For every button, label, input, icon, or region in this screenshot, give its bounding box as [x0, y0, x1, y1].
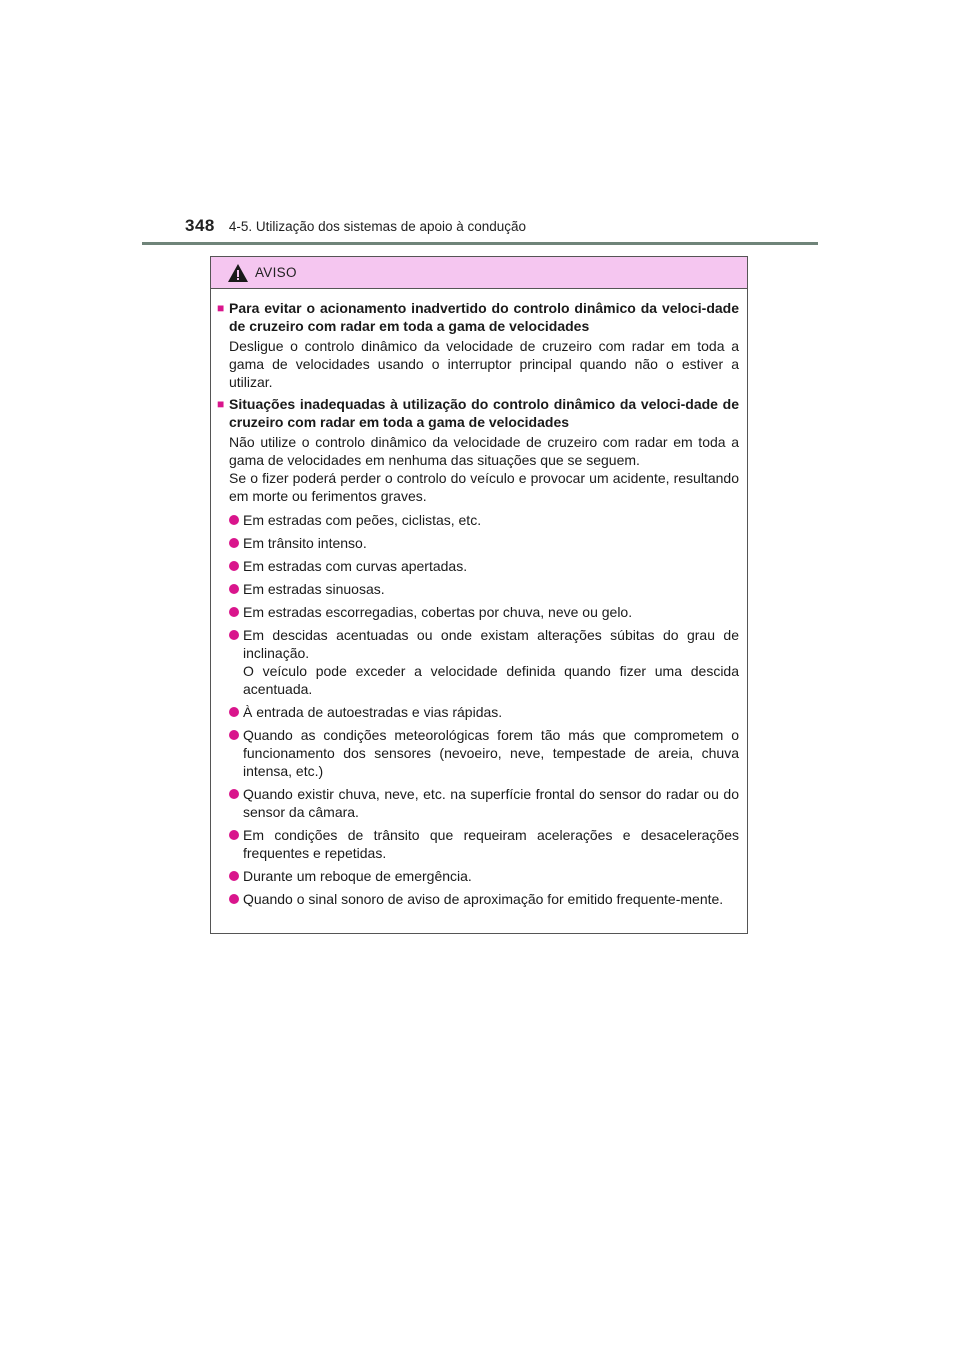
- list-item-text: Em estradas sinuosas.: [243, 581, 385, 597]
- warning-body: [211, 289, 747, 908]
- list-item: [229, 890, 739, 908]
- warning-box: [210, 256, 748, 934]
- list-item-text: Em estradas com curvas apertadas.: [243, 558, 468, 574]
- section-paragraph: Não utilize o controlo dinâmico da velocidade de cruzeiro com radar em toda a gama de velocidades em nenhuma das situações que se seguem.: [229, 434, 739, 468]
- warning-triangle-icon: [227, 263, 249, 283]
- square-bullet-icon: ■: [217, 301, 225, 315]
- list-item: [229, 726, 739, 780]
- list-item-text: Em descidas acentuadas ou onde existam alterações súbitas do grau de inclinação. O veículo pode exceder a velocidade definida quando fizer uma descida acentuada.: [243, 627, 739, 697]
- list-item: [229, 534, 739, 552]
- list-item: [229, 703, 739, 721]
- list-item-text: Em estradas com peões, ciclistas, etc.: [243, 512, 482, 528]
- bullet-list: [229, 511, 739, 908]
- circle-bullet-icon: [229, 826, 243, 862]
- circle-bullet-icon: [229, 557, 243, 575]
- section-heading: [217, 395, 739, 431]
- circle-bullet-icon: [229, 511, 243, 529]
- list-item-text: Quando as condições meteorológicas forem tão más que comprometem o funcionamento dos sensores (nevoeiro, neve, tempestade de areia, chuva intensa, etc.): [243, 727, 739, 779]
- list-item-text: À entrada de autoestradas e vias rápidas.: [243, 704, 503, 720]
- list-item: [229, 580, 739, 598]
- circle-bullet-icon: [229, 603, 243, 621]
- circle-bullet-icon: [229, 703, 243, 721]
- page-number: 348: [185, 216, 215, 235]
- list-item: [229, 557, 739, 575]
- section-heading-text: Situações inadequadas à utilização do controlo dinâmico da veloci-dade de cruzeiro com radar em toda a gama de velocidades: [229, 396, 739, 430]
- circle-bullet-icon: [229, 534, 243, 552]
- section-paragraph: Se o fizer poderá perder o controlo do veículo e provocar um acidente, resultando em morte ou ferimentos graves.: [229, 470, 739, 504]
- section-title: 4-5. Utilização dos sistemas de apoio à condução: [228, 219, 527, 234]
- section-heading-text: Para evitar o acionamento inadvertido do controlo dinâmico da veloci-dade de cruzeiro com radar em toda a gama de velocidades: [229, 300, 739, 334]
- header-divider: [142, 242, 818, 245]
- list-item-text: Em estradas escorregadias, cobertas por chuva, neve ou gelo.: [243, 604, 633, 620]
- circle-bullet-icon: [229, 626, 243, 698]
- page-header: [185, 216, 526, 240]
- circle-bullet-icon: [229, 867, 243, 885]
- list-item-text: Em trânsito intenso.: [243, 535, 367, 551]
- section-heading: [217, 299, 739, 335]
- list-item-text: Em condições de trânsito que requeiram acelerações e desacelerações frequentes e repetidas.: [243, 827, 739, 861]
- circle-bullet-icon: [229, 785, 243, 821]
- list-item: [229, 603, 739, 621]
- warning-title-bar: [211, 257, 747, 289]
- warning-label: AVISO: [255, 265, 297, 280]
- circle-bullet-icon: [229, 726, 243, 780]
- section-paragraph: Desligue o controlo dinâmico da velocidade de cruzeiro com radar em toda a gama de velocidades usando o interruptor principal quando não o estiver a utilizar.: [229, 338, 739, 390]
- square-bullet-icon: ■: [217, 397, 225, 411]
- list-item: [229, 867, 739, 885]
- list-item-text: Durante um reboque de emergência.: [243, 868, 472, 884]
- list-item-text: Quando o sinal sonoro de aviso de aproximação for emitido frequente-mente.: [243, 891, 724, 907]
- circle-bullet-icon: [229, 890, 243, 908]
- warning-section: [217, 395, 739, 908]
- list-item: [229, 785, 739, 821]
- list-item: [229, 511, 739, 529]
- list-item: [229, 826, 739, 862]
- list-item: [229, 626, 739, 698]
- warning-section: [217, 299, 739, 391]
- list-item-text: Quando existir chuva, neve, etc. na superfície frontal do sensor do radar ou do sensor da câmara.: [243, 786, 739, 820]
- circle-bullet-icon: [229, 580, 243, 598]
